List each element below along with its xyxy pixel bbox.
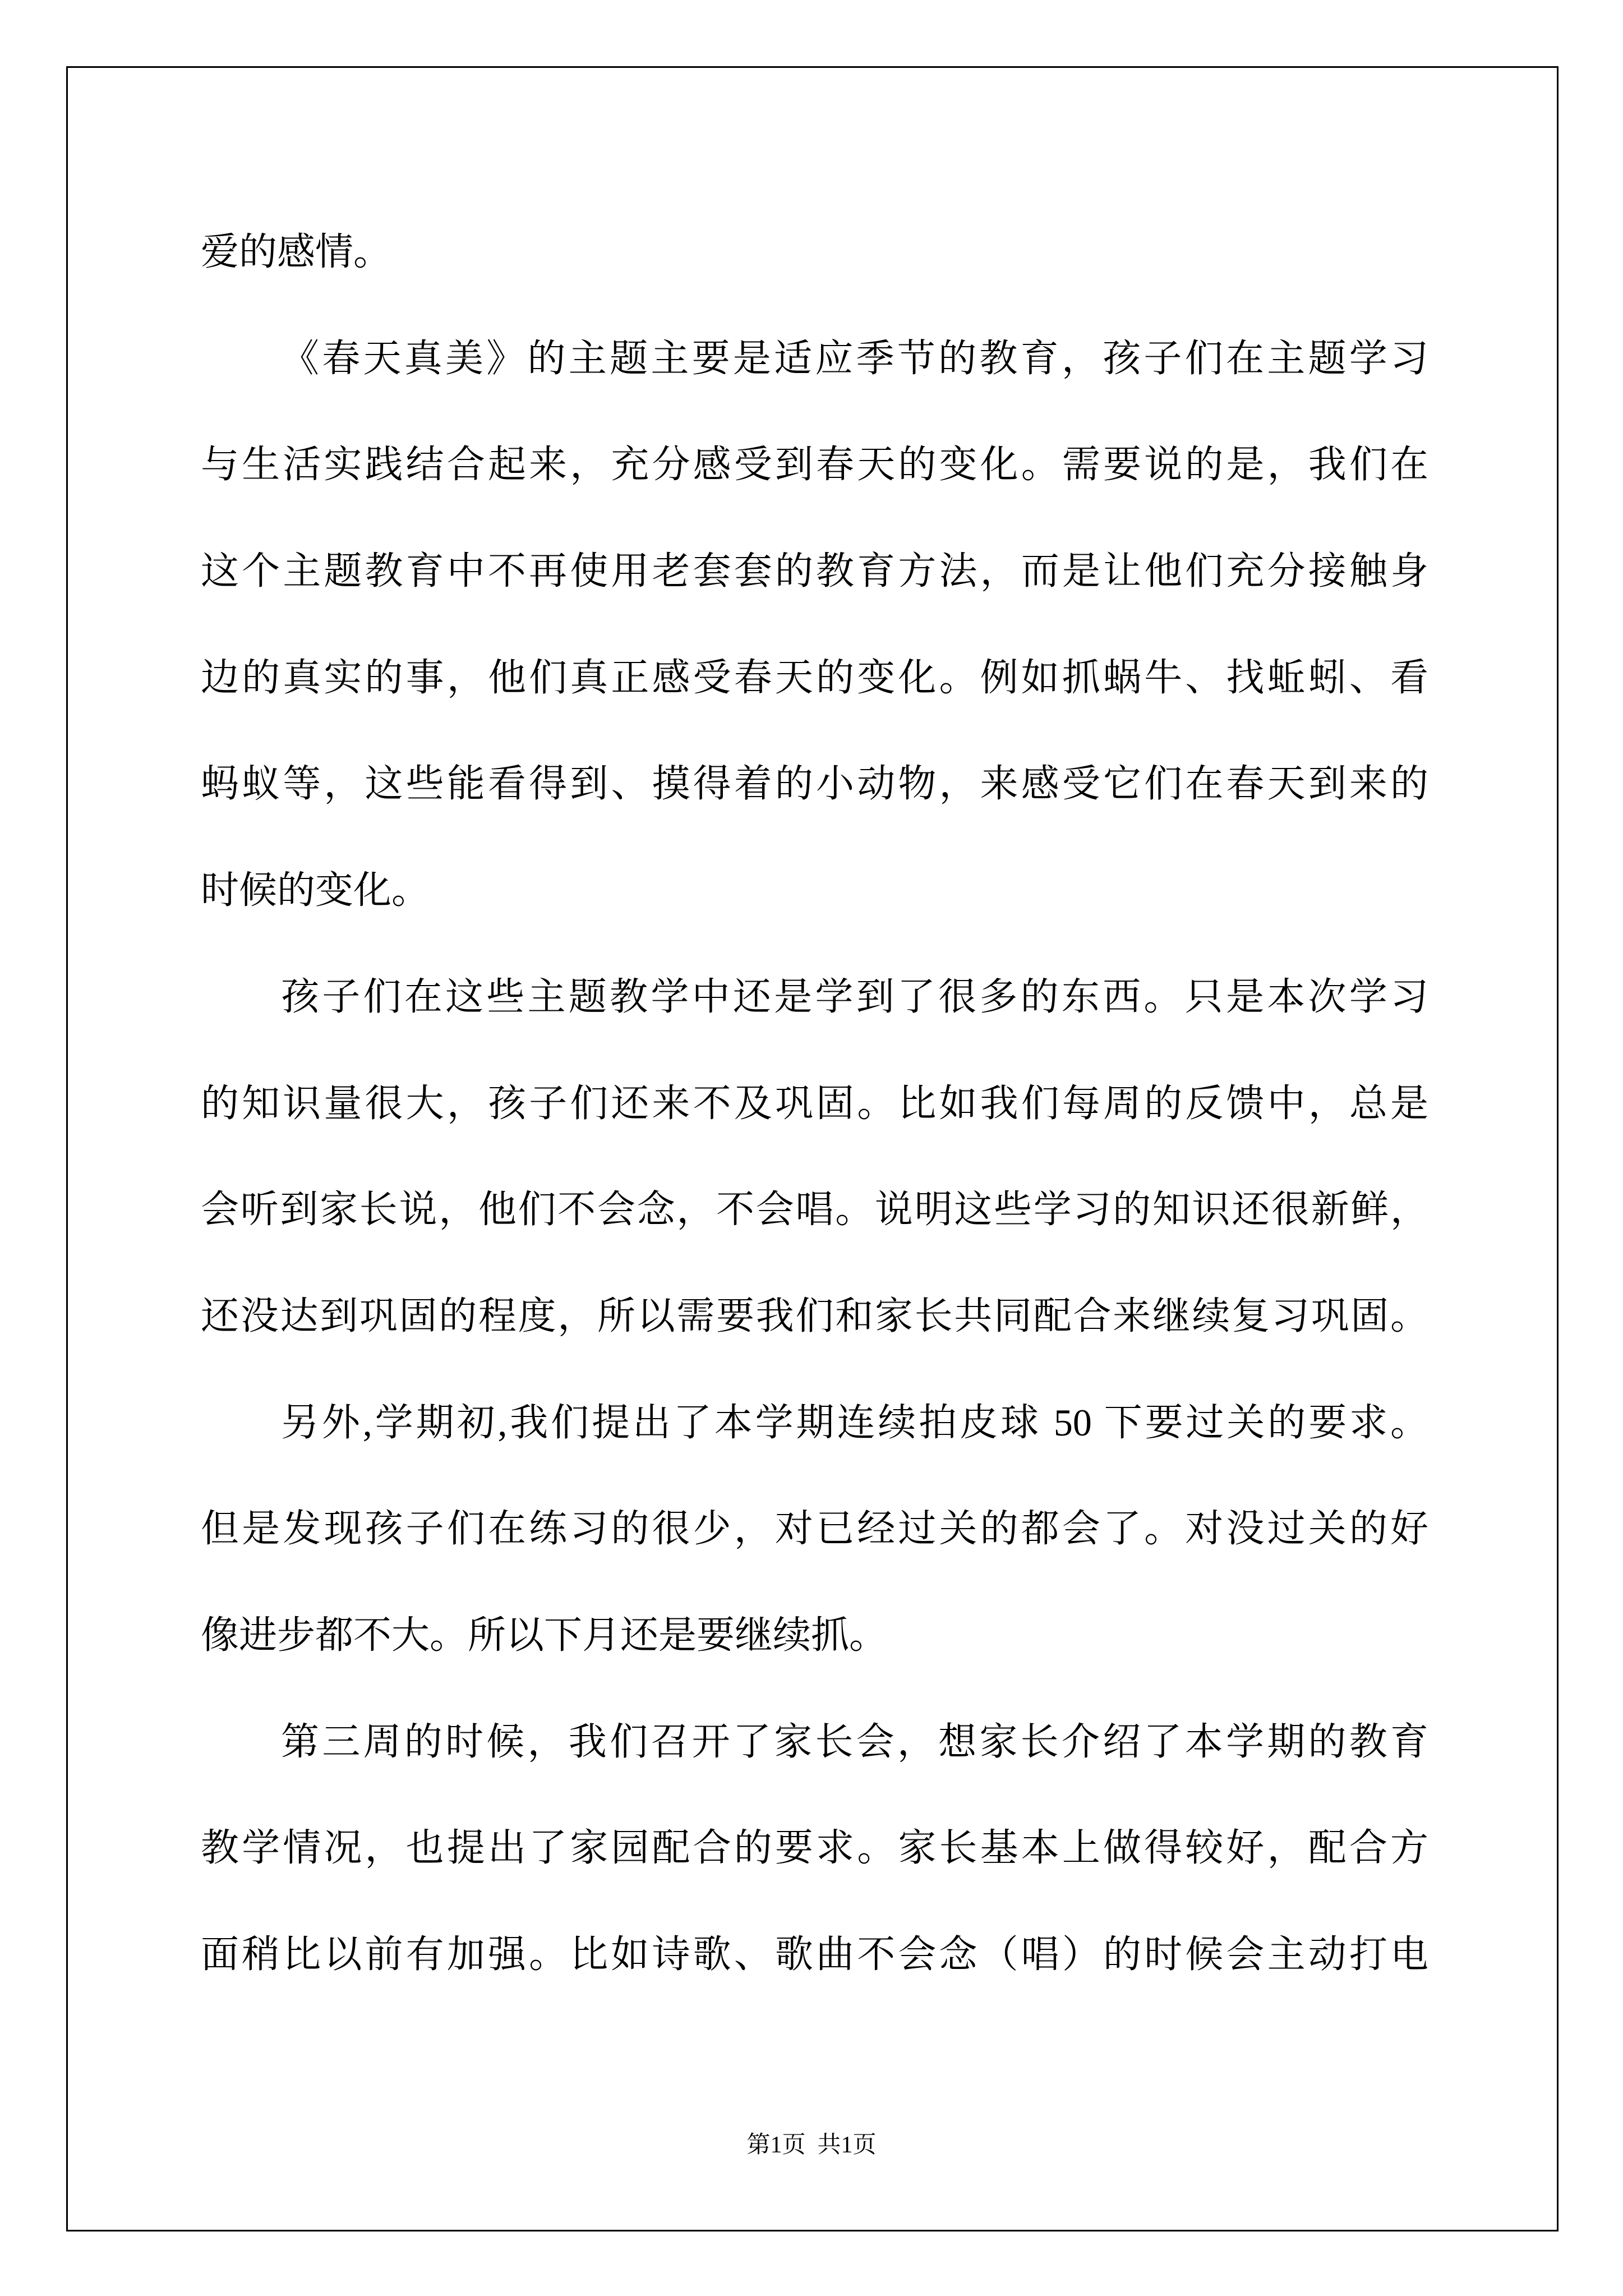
text-line: 时候的变化。 (201, 869, 430, 912)
text-line: 会听到家长说，他们不会念，不会唱。说明这些学习的知识还很新鲜， (201, 1188, 1428, 1231)
text-line: 边的真实的事，他们真正感受春天的变化。例如抓蜗牛、找蚯蚓、看 (201, 656, 1428, 699)
text-line: 与生活实践结合起来，充分感受到春天的变化。需要说的是，我们在 (201, 443, 1428, 486)
text-line: 爱的感情。 (201, 231, 392, 273)
paragraph (201, 306, 1428, 944)
document-body (201, 199, 1428, 2008)
page-footer: 第1页 共1页 (746, 2132, 877, 2158)
text-line: 第三周的时候，我们召开了家长会，想家长介绍了本学期的教育 (281, 1720, 1428, 1763)
text-line: 还没达到巩固的程度，所以需要我们和家长共同配合来继续复习巩固。 (201, 1294, 1428, 1337)
text-line: 这个主题教育中不再使用老套套的教育方法，而是让他们充分接触身 (201, 550, 1428, 593)
text-line: 像进步都不大。所以下月还是要继续抓。 (201, 1613, 888, 1657)
paragraph (201, 1689, 1428, 2008)
text-line: 蚂蚁等，这些能看得到、摸得着的小动物，来感受它们在春天到来的 (201, 762, 1428, 806)
text-line: 但是发现孩子们在练习的很少，对已经过关的都会了。对没过关的好 (201, 1507, 1428, 1550)
text-line: 孩子们在这些主题教学中还是学到了很多的东西。只是本次学习 (281, 975, 1428, 1018)
paragraph (201, 944, 1428, 1370)
text-line: 教学情况，也提出了家园配合的要求。家长基本上做得较好，配合方 (201, 1826, 1428, 1870)
paragraph (201, 1370, 1428, 1689)
text-line: 的知识量很大，孩子们还来不及巩固。比如我们每周的反馈中，总是 (201, 1082, 1428, 1125)
text-line: 面稍比以前有加强。比如诗歌、歌曲不会念（唱）的时候会主动打电 (201, 1933, 1428, 1976)
text-line: 《春天真美》的主题主要是适应季节的教育，孩子们在主题学习 (281, 337, 1428, 380)
paragraph (201, 199, 1428, 306)
text-line: 另外,学期初,我们提出了本学期连续拍皮球 50 下要过关的要求。 (281, 1401, 1428, 1444)
